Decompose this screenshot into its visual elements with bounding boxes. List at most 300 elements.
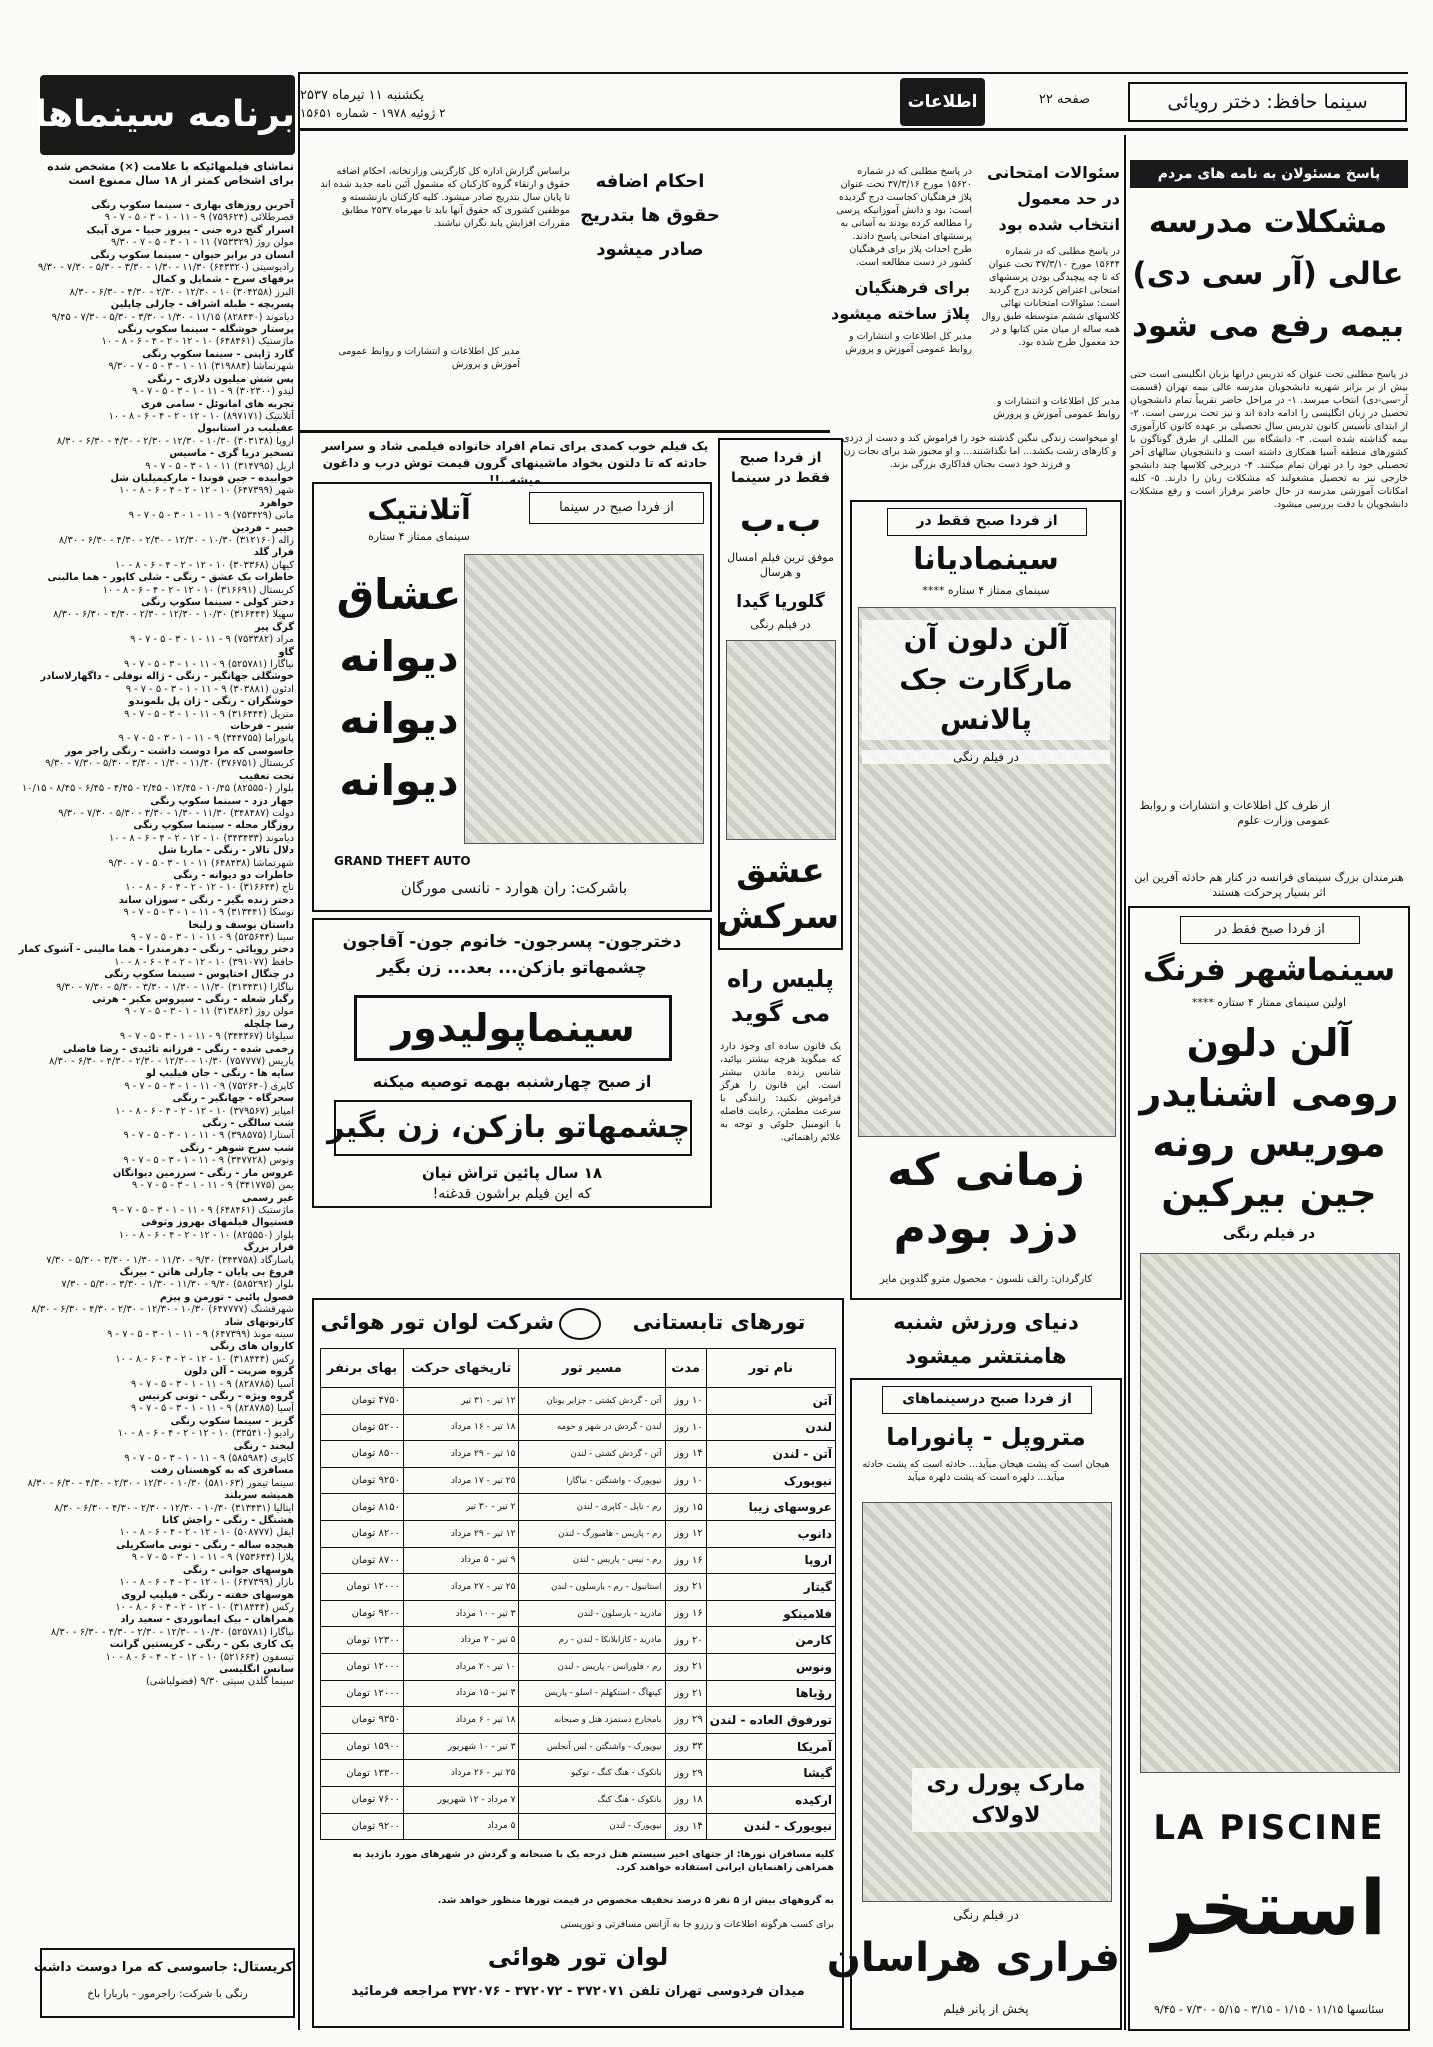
cinema-listing-line: امپایر (۳۷۹۵۶۷) ۱۰ - ۱۲ - ۲ - ۴ - ۶ - ۸ - ۱۰	[115, 1105, 294, 1117]
tour-name-cell: رؤیاها	[706, 1680, 835, 1707]
articles-bottom-rule	[300, 430, 830, 433]
polidor-ad	[312, 918, 712, 1208]
cinema-listing-line: پانوراما (۳۴۴۷۵۵) ۹ - ۱۱ - ۱ - ۳ - ۵ - ۷ - ۹	[118, 733, 294, 745]
diana-ad	[850, 500, 1122, 1300]
atlantic-cinema: آتلانتیک	[367, 493, 471, 526]
tour-dates-cell: ۳ تیر - ۱۰ شهریور	[403, 1733, 518, 1760]
cinema-listing-line: مسافری که به کوهستان رفت	[150, 1465, 294, 1477]
cinema-listing-line: انسان در برابر حیوان - سینما سکوپ رنگی	[90, 249, 294, 261]
cinema-listing-line: سانس انگلیسی	[219, 1663, 294, 1675]
cinema-listing-line: ایتالیا (۳۱۳۴۳۱) ۱۰/۳۰ - ۱۲/۳۰ - ۲/۳۰ - ۴/۳۰ - ۶/۳۰ - ۸/۳۰	[54, 1502, 294, 1514]
metropol-stars: مارک پورل ری لاولاک	[912, 1768, 1100, 1832]
tour-price-cell: ۱۲۰۰۰ تومان	[321, 1574, 404, 1601]
cinema-listing-line: رادیو (۳۳۵۴۱۰) ۱۰ - ۱۲ - ۲ - ۴ - ۶ - ۸ - ۱۰	[117, 1428, 294, 1440]
cinema-listing-line: رضا چلچله	[243, 1018, 294, 1030]
cinema-listing-line: مولن روژ (۳۱۳۸۶۴) ۱۱ - ۱ - ۳ - ۵ - ۷ - ۹	[124, 1006, 294, 1018]
cinema-listing-line: برفهای سرخ - شمایل و کمال	[151, 274, 294, 286]
bb-cinema: ب.ب	[739, 500, 822, 540]
cinema-listing-line: هشتگل - رنگی - راجش کانا	[162, 1515, 294, 1527]
cinema-listing-line: آتلانتیک (۸۹۷۱۷۱) ۱۰ - ۱۲ - ۲ - ۴ - ۶ - ۸ - ۱۰	[108, 410, 294, 422]
tour-name-cell: آتن - لندن	[706, 1441, 835, 1468]
cinema-listing-line: شب سرخ شوهر - رنگی	[179, 1142, 294, 1154]
cinema-listing-line: دیاموند (۳۴۳۴۳۳) ۱۰ - ۱۲ - ۲ - ۴ - ۶ - ۸ - ۱۰	[109, 832, 294, 844]
tour-route-cell: نیویورک - واشنگتن - لس آنجلس	[519, 1733, 665, 1760]
cinema-listing-line: همراهان - بیک ایمانوردی - سعید راد	[120, 1614, 294, 1626]
article-3-signature: مدیر کل اطلاعات و انتشارات و روابط عمومی آموزش و پرورش	[338, 346, 520, 370]
cinema-listing-line: کریستال (۳۷۶۷۵۱) ۱۱/۳۰ - ۱/۳۰ - ۳/۳۰ - ۵/۳۰ - ۷/۳۰ - ۹/۳۰	[45, 758, 294, 770]
farang-cinema: سینماشهر فرنگ	[1142, 952, 1396, 988]
tour-price-cell: ۹۲۵۰ تومان	[321, 1467, 404, 1494]
metropol-opening: از فردا صبح درسینماهای	[902, 1391, 1072, 1407]
farang-rating: اولین سینمای ممتاز ۴ ستاره ****	[1191, 996, 1347, 1009]
polidor-title: چشمهاتو بازکن، زن بگیر	[327, 1110, 690, 1145]
tours-row	[321, 1733, 836, 1760]
diana-stars: آلن دلون آن مارگارت جک پالانس	[862, 620, 1110, 740]
cinema-listing-line: گاو	[278, 646, 294, 658]
cinema-listing-line: کیهان (۳۰۳۳۶۸) ۱۰ - ۱۲ - ۲ - ۴ - ۶ - ۸ - ۱۰	[114, 559, 294, 571]
cinema-listing-line: جهار دزد - سینما سکوپ رنگی	[150, 795, 294, 807]
cinema-listing-line: تجربه های اماتوئل - سامی فری	[140, 398, 294, 410]
bb-photo	[726, 640, 836, 840]
diana-opening: از فردا صبح فقط در	[916, 513, 1058, 529]
tour-route-cell: رم - فلورانس - پاریس - لندن	[519, 1653, 665, 1680]
tour-price-cell: ۴۷۵۰ تومان	[321, 1388, 404, 1415]
tour-dates-cell: ۹ تیر - ۵ مرداد	[403, 1547, 518, 1574]
atlantic-ad	[312, 482, 712, 912]
cinema-listing-line: ماژستیک (۶۴۸۴۶۱) ۱۰ - ۱۲ - ۲ - ۴ - ۶ - ۸ - ۱۰	[101, 336, 294, 348]
tours-row	[321, 1707, 836, 1734]
cinema-listing-line: خوشگران - رنگی - ژان پل بلموندو	[128, 696, 294, 708]
metropol-ad	[826, 1378, 1122, 2030]
cinema-listing-line: جاسوسی که مرا دوست داشت - رنگی راجر مور	[64, 745, 294, 757]
cinema-listing-line: سینما گلدن سیتی ۹/۳۰ (فضولباشی)	[145, 1676, 294, 1688]
tour-dates-cell: ۱۲ تیر - ۳۱ تیر	[403, 1388, 518, 1415]
farang-title-latin: LA PISCINE	[1153, 1808, 1385, 1848]
cinema-listing-line: پاریس (۷۵۷۷۷۷) ۱۰/۳۰ - ۱۲/۳۰ - ۲/۳۰ - ۴/۳۰ - ۶/۳۰ - ۸/۳۰	[48, 1056, 294, 1068]
article-1-title: سئوالات امتحانی در حد معمول انتخاب شده بود	[987, 163, 1120, 234]
tour-name-cell: گیشا	[706, 1760, 835, 1787]
bb-ad	[718, 438, 843, 950]
header-rule-top	[300, 72, 1408, 74]
cinema-listing-line: قصرطلائی (۷۵۹۶۲۴) ۹ - ۱۱ - ۱ - ۳ - ۵ - ۷ - ۹	[104, 212, 294, 224]
tour-route-cell: رم - پاریس - هامبورگ - لندن	[519, 1520, 665, 1547]
tour-name-cell: فلامینکو	[706, 1600, 835, 1627]
tour-dates-cell: ۳ تیر - ۱۵ مرداد	[403, 1680, 518, 1707]
tour-dates-cell: ۷ مرداد - ۱۲ شهریور	[403, 1786, 518, 1813]
cinema-listing-line: هیجده ساله - رنگی - تونی ماسکریلی	[116, 1539, 294, 1551]
cinema-listing-line: بلوار (۸۲۵۵۵۰) ۱۰ - ۱۲ - ۲ - ۴ - ۶ - ۸ - ۱۰	[118, 1229, 294, 1241]
cinema-listing-line: رکس (۳۱۸۴۴۴) ۱۰ - ۱۲ - ۲ - ۴ - ۶ - ۸ - ۱۰	[115, 1353, 294, 1365]
cinema-listing-line: مراد (۷۵۳۳۸۲) ۹ - ۱۱ - ۱ - ۳ - ۵ - ۷ - ۹	[130, 634, 294, 646]
cinema-listing-line: خواهرد	[259, 497, 294, 509]
cinema-listing-line: مولن روژ (۷۵۳۳۲۹) ۱۱ - ۱ - ۳ - ۵ - ۷ - ۹/۳۰	[110, 237, 294, 249]
cinema-listing-line: پسربچه - طبله اشراف - چارلی چاپلین	[110, 299, 294, 311]
tour-route-cell: رم - ناپل - کاپری - لندن	[519, 1494, 665, 1521]
tour-route-cell: رم - نیس - پاریس - لندن	[519, 1547, 665, 1574]
cinema-program-header	[34, 75, 295, 155]
tour-route-cell: نیویورک - واشنگتن - نیاگارا	[519, 1467, 665, 1494]
metropol-title: فراری هراسان	[826, 1935, 1120, 1981]
tours-col-name: نام تور	[706, 1349, 835, 1388]
tours-body	[321, 1388, 836, 1840]
cinema-listing-line: داستان یوسف و زلیخا	[188, 919, 294, 931]
atlantic-photo	[464, 554, 704, 844]
tours-col-duration: مدت	[665, 1349, 706, 1388]
cinema-listing-line: پس شش میلیون دلاری - رنگی	[147, 373, 294, 385]
diana-cinema: سینمادیانا	[913, 542, 1059, 577]
letters-headline: مشکلات مدرسه عالی (آر سی دی) بیمه رفع می شود	[1132, 204, 1404, 344]
tour-price-cell: ۱۳۳۰۰ تومان	[321, 1760, 404, 1787]
cinema-listing-line: لیدو (۳۰۲۳۰۰) ۹ - ۱۱ - ۱ - ۳ - ۵ - ۷ - ۹	[132, 386, 294, 398]
cinema-listing-line: شیر - فرحات	[230, 721, 294, 733]
tours-footnote-1: کلیه مسافران تورها: از جتهای اخیر سیستم هتل درجه یک با صبحانه و گردش در شهرهای مورد بازدید به همراهی راهنمایان ایرانی استفاده خواهند کرد.	[352, 1849, 834, 1873]
polidor-age-2: که این فیلم براشون قدغنه!	[432, 1186, 592, 1202]
atlantic-opening: از فردا صبح در سینما	[559, 500, 674, 515]
tour-price-cell: ۹۳۵۰ تومان	[321, 1707, 404, 1734]
cinema-listing-line: رکس (۳۱۸۴۴۴) ۱۰ - ۱۲ - ۲ - ۴ - ۶ - ۸ - ۱۰	[115, 1601, 294, 1613]
page-number: صفحه ۲۲	[1038, 92, 1090, 107]
tours-company-footer: لوان تور هوائی	[487, 1943, 669, 1971]
masthead-text: اطلاعات	[907, 92, 978, 112]
cinema-listing-line: اروپا (۳۰۳۱۳۸) ۱۰/۳۰ - ۱۲/۳۰ - ۲/۳۰ - ۴/۳۰ - ۶/۳۰ - ۸/۳۰	[56, 435, 294, 447]
bb-star: گلوریا گیدا	[736, 592, 825, 612]
farang-opening: از فردا صبح فقط در	[1215, 922, 1325, 937]
diana-credits: کارگردان: رالف نلسون - محصول مترو گلدوین مایر	[879, 1274, 1093, 1285]
tours-footnote-2: به گروههای بیش از ۵ نفر ۵ درصد تخفیف مخصوص در قیمت تورها منظور خواهد شد.	[437, 1895, 834, 1906]
cinema-listing-line: مترپل (۳۱۶۴۴۴) ۹ - ۱۱ - ۱ - ۳ - ۵ - ۷ - ۹	[124, 708, 294, 720]
atlantic-title: عشاق دیوانه دیوانه دیوانه	[336, 570, 462, 805]
tour-duration-cell: ۲۱ روز	[665, 1574, 706, 1601]
cinema-listing-line: گروه ضربت - آلن دلون	[183, 1366, 294, 1378]
cinema-listing-line: هوسهای خفته - رنگی - فیلیپ لروی	[121, 1589, 294, 1601]
tour-dates-cell: ۱۰ تیر - ۲ مرداد	[403, 1653, 518, 1680]
cinema-listing-line: خاطرات دو دیوانه - رنگی	[173, 869, 294, 881]
tour-duration-cell: ۲۰ روز	[665, 1627, 706, 1654]
tour-dates-cell: ۱۸ تیر - ۱۶ مرداد	[403, 1414, 518, 1441]
tour-dates-cell: ۲ تیر - ۳۰ تیر	[403, 1494, 518, 1521]
metropol-photo	[862, 1502, 1112, 1902]
tour-name-cell: دانوب	[706, 1520, 835, 1547]
tours-row	[321, 1520, 836, 1547]
tour-name-cell: گیتار	[706, 1574, 835, 1601]
cinema-listing-line: گرگ پیر	[254, 621, 294, 633]
tours-row	[321, 1547, 836, 1574]
tour-route-cell: استانبول - رم - بارسلون - لندن	[519, 1574, 665, 1601]
cinema-listing-line: فصول پائیی - تورمن و پیزم	[159, 1291, 294, 1303]
tour-dates-cell: ۳ تیر - ۱۰ مرداد	[403, 1600, 518, 1627]
notice-text: او میخواست زندگی ننگین گذشته خود را فراموش کند و دست از دزدی و کارهای زشت بکشد... اما نگذاشتند... و او مجبور شد برای نجات زن و فرزند خود دست بجنان فداکاری بزرگی بزند.	[842, 433, 1118, 470]
tours-row	[321, 1388, 836, 1415]
cinema-listing-line: کاروان های رنگی	[209, 1341, 294, 1353]
tour-price-cell: ۵۲۰۰ تومان	[321, 1414, 404, 1441]
tour-name-cell: آمریکا	[706, 1733, 835, 1760]
cinema-listing-line: یک کاری بکن - رنگی - کریستین گرانت	[109, 1639, 294, 1651]
tour-route-cell: نیویورک - لندن	[519, 1813, 665, 1840]
cinema-listing-line: پلازا (۷۵۳۶۴۴) ۹ - ۱۱ - ۱ - ۳ - ۵ - ۷ - ۹	[131, 1552, 294, 1564]
tours-row	[321, 1760, 836, 1787]
metropol-cinema: متروپل - پانوراما	[886, 1423, 1086, 1451]
cinema-listing-line: پاسارگاد (۳۴۴۷۵۸) ۹/۳۰ - ۱۱/۳۰ - ۱/۳۰ - ۳/۳۰ - ۵/۳۰ - ۷/۳۰	[46, 1254, 294, 1266]
farang-times: سئانسها ۱۱/۱۵ - ۱/۱۵ - ۳/۱۵ - ۵/۱۵ - ۷/۳۰ - ۹/۴۵	[1153, 2003, 1385, 2016]
cinema-program-title: برنامه سینماها	[34, 94, 295, 135]
cinema-listing-line: مانی (۷۵۳۴۲۹) ۹ - ۱۱ - ۱ - ۳ - ۵ - ۷ - ۹	[128, 510, 294, 522]
cinema-listing-line: اسرار گنج دره جنی - پیروز حبیا - مری آپیک	[86, 224, 294, 236]
cinema-listing-line: کارتونهای شاد	[224, 1316, 294, 1328]
tour-dates-cell: ۱۵ تیر - ۲۹ مرداد	[403, 1441, 518, 1468]
cinema-listing-line: تحت تعقیب	[238, 770, 294, 782]
letters-signature: از طرف کل اطلاعات و انتشارات و روابط عمومی وزارت علوم	[1139, 799, 1330, 827]
tours-row	[321, 1627, 836, 1654]
bb-title: عشق سرکش	[716, 851, 839, 937]
article-1-signature: مدیر کل اطلاعات و انتشارات و روابط عمومی آموزش و پرورش	[993, 396, 1120, 420]
metropol-distributor: پخش از پانر فیلم	[943, 2002, 1029, 2016]
polidor-age: ۱۸ سال پائین تراش نیان	[421, 1164, 603, 1182]
tours-row	[321, 1494, 836, 1521]
tour-name-cell: نیویورک - لندن	[706, 1813, 835, 1840]
cinema-listing-line: رگبار شعله - رنگی - سیروس مکبر - هرتی	[92, 994, 294, 1005]
cinema-listing-line: دختر کولی - سینما سکوپ رنگی	[141, 597, 294, 608]
cinema-listing-line: روزگار محله - سینما سکوپ رنگی	[133, 820, 294, 832]
tour-name-cell: کارمن	[706, 1627, 835, 1654]
polidor-cinema: سینماپولیدور	[391, 1006, 635, 1050]
tour-duration-cell: ۱۴ روز	[665, 1813, 706, 1840]
tour-price-cell: ۱۵۹۰۰ تومان	[321, 1733, 404, 1760]
sports-notice: دنیای ورزش شنبه هامنتشر میشود	[893, 1310, 1079, 1368]
cinema-listing-line: دولت (۳۴۸۴۸۷) ۱۱/۳۰ - ۱/۳۰ - ۳/۳۰ - ۵/۳۰ - ۷/۳۰ - ۹/۳۰	[58, 807, 294, 819]
cinema-listing-line: شب سالگی - رنگی	[202, 1118, 294, 1130]
polidor-recommend: از صبح چهارشنبه بهمه توصیه میکنه	[372, 1072, 652, 1091]
cinema-listing-line: ونوس (۳۴۷۷۲۸) ۹ - ۱۱ - ۱ - ۳ - ۵ - ۷ - ۹	[123, 1155, 294, 1167]
tour-route-cell: کپنهاگ - استکهلم - اسلو - پاریس	[519, 1680, 665, 1707]
cinema-listing-line: گروه ویژه - رنگی - تونی کرتیس	[138, 1391, 294, 1402]
cinema-listing-line: شهرقشنگ (۶۴۷۷۷۷) ۱۰/۳۰ - ۱۲/۳۰ - ۲/۳۰ - ۴/۳۰ - ۶/۳۰ - ۸/۳۰	[31, 1304, 294, 1316]
farang-stars: آلن دلون رومی اشنایدر موریس رونه جین بیرکین	[1139, 1021, 1399, 1215]
cinema-bottom-box	[33, 1948, 295, 2018]
cinema-listing-line: سینا (۵۲۵۶۴۴) ۹ - ۱۱ - ۱ - ۳ - ۵ - ۷ - ۹	[130, 931, 294, 943]
tour-duration-cell: ۱۸ روز	[665, 1786, 706, 1813]
tour-duration-cell: ۳۳ روز	[665, 1733, 706, 1760]
letters-banner	[1130, 160, 1408, 188]
letters-quote: هنرمندان بزرگ سینمای فرانسه در کنار هم حادثه آفرین این اثر بسیار پرحرکت هستند	[1134, 871, 1404, 899]
tour-duration-cell: ۱۰ روز	[665, 1414, 706, 1441]
cinema-listing-line: آسیا (۸۲۸۷۸۵) ۹ - ۱۱ - ۱ - ۳ - ۵ - ۷ - ۹	[130, 1403, 294, 1415]
cinema-listing-line: نیاگارا (۳۱۳۴۳۱) ۱۱/۳۰ - ۱/۳۰ - ۳/۳۰ - ۵/۳۰ - ۷/۳۰ - ۹/۳۰	[56, 981, 294, 993]
tour-price-cell: ۷۶۰۰ تومان	[321, 1786, 404, 1813]
column-title: سینما حافظ: دختر رویائی	[1167, 91, 1368, 113]
farang-photo	[1140, 1253, 1400, 1773]
tour-dates-cell: ۵ مرداد	[403, 1813, 518, 1840]
column-rule-2	[298, 72, 300, 2030]
police-title: پلیس راه می گوید	[726, 965, 835, 1027]
bb-tagline: موفق ترین فیلم امسال و هرسال	[727, 551, 834, 579]
cinema-listing-line: لبخند - رنگی	[233, 1440, 294, 1452]
tours-row	[321, 1441, 836, 1468]
metropol-note: در فیلم رنگی	[953, 1908, 1019, 1922]
tour-dates-cell: ۱۸ تیر - ۶ مرداد	[403, 1707, 518, 1734]
cinema-listing-line: یمن (۳۴۱۷۷۵) ۹ - ۱۱ - ۱ - ۳ - ۵ - ۷ - ۹	[131, 1180, 294, 1192]
tour-name-cell: آتن	[706, 1388, 835, 1415]
cinema-listing-line: سهیلا (۳۱۶۴۴۴) ۱۰/۳۰ - ۱۲/۳۰ - ۲/۳۰ - ۴/۳۰ - ۶/۳۰ - ۸/۳۰	[53, 609, 294, 621]
article-3-body: براساس گزارش اداره کل کارگزینی وزارتخانه، احکام اضافه حقوق و ارتقاء گروه کارکنان که مشمول آئین نامه جدید شده اند تا پایان سال بتدریج صادر میشود. کلیه کارکنان بازنشسته و موظفین کشوری که حقوق آنها باید تا مهرماه ۲۵۳۷ مطابق مقررات افزایش یابد نگران نباشند.	[320, 166, 570, 229]
tour-price-cell: ۱۲۰۰۰ تومان	[321, 1653, 404, 1680]
cinema-listing-line: زخمی شده - رنگی - فرزانه تائیدی - رضا فاضلی	[62, 1043, 294, 1055]
cinema-listing-line: سحرگاه - جهانگیر - رنگی	[172, 1093, 294, 1105]
cinema-listing-line: حافظ (۳۹۱۰۷۷) ۱۰ - ۱۲ - ۲ - ۴ - ۶ - ۸ - ۱۰	[114, 956, 294, 968]
tours-col-dates: تاریخهای حرکت	[403, 1349, 518, 1388]
cinema-listing-line: دلال تالار - رنگی - ماریا شل	[158, 845, 294, 857]
cinema-listing-line: فرار گلد	[253, 547, 294, 559]
diana-title: زمانی که دزد بودم	[887, 1145, 1085, 1254]
column-title-box	[1128, 82, 1407, 122]
metropol-tagline: هیجان است که پشت هیجان میآید... حادثه است که پشت حادثه میآید... دلهره است که پشت دلهره میآید	[862, 1459, 1110, 1483]
tours-col-price: بهای برنفر	[321, 1349, 404, 1388]
diana-note: در فیلم رنگی	[862, 750, 1110, 764]
tours-row	[321, 1786, 836, 1813]
letters-body: در پاسخ مطلبی تحت عنوان که تدریس درانها بزبان انگلیسی است حتی بیش از بر برابر شهریه دانشجویان مدرسه عالی بیمه تهران (قسمت آر-سی-دی) انتخاب میرسد. ۱- در مراحل حاضر تقریباً تمام دانشجویان تحصیل در زبان انگلیسی را ادامه داده اند و نیز تحت بررسی است. ۲- از ابتدای تأسیس کانون تدریس سال تحصیلی بر عهده کانون کارآموزی بیمه گذاشته شده است. ۳- دانشگاه بین المللی از طرق گوناگون با کشورهای منطقه آسیا همکاری داشته است و دانشجویان سالهای آخر تحصیلی خود را در تهران تمام میکنند. ۴- دربرخی کلاسها چند دانشجو خارجی نیز به تحصیل مشغولند که مشکلات زبان را دارند. ۵- کلیه امکانات آموزشی مدرسه در حال حاضر برقرار است و رفع مشکلات دانشجویان با دقت بررسی میشود.	[1130, 369, 1409, 510]
tour-name-cell: نیویورک	[706, 1467, 835, 1494]
farang-opening-box	[1180, 916, 1360, 944]
polidor-title-box	[327, 1100, 692, 1156]
cinema-listing-line: فرار بزرگ	[243, 1242, 294, 1254]
tour-route-cell: آتن - گردش کشتی - جزایر یونان	[519, 1388, 665, 1415]
cinema-listing-line: کریستال (۳۱۶۶۹۱) ۱۰ - ۱۲ - ۲ - ۴ - ۶ - ۸ - ۱۰	[102, 584, 294, 596]
cinema-listing-line: شهرتماشا (۶۴۸۴۳۸) ۱۱ - ۱ - ۳ - ۵ - ۷ - ۹/۳۰	[108, 857, 294, 869]
cinema-listing-line: نیاگارا (۵۲۵۷۸۱) ۹ - ۱۱ - ۱ - ۳ - ۵ - ۷ - ۹	[124, 659, 294, 671]
cinema-listing-line: دیاموند (۸۲۸۴۴۰) ۱۱/۱۵ - ۱/۳۰ - ۳/۳۰ - ۵/۳۰ - ۷/۳۰ - ۹/۴۵	[51, 311, 294, 323]
tour-duration-cell: ۱۶ روز	[665, 1547, 706, 1574]
tour-name-cell: ونوس	[706, 1653, 835, 1680]
tours-ad	[312, 1298, 844, 2028]
atlantic-english: GRAND THEFT AUTO	[334, 854, 471, 868]
tours-company: شرکت لوان تور هوائی	[320, 1310, 554, 1334]
cinema-listing-line: کاپری (۷۵۲۶۴۰) ۹ - ۱۱ - ۱ - ۳ - ۵ - ۷ - ۹	[124, 1080, 294, 1092]
cinema-listing-line: البرز (۳۰۴۲۵۸) ۱۰ - ۱۲/۳۰ - ۲/۳۰ - ۴/۳۰ - ۶/۳۰ - ۸/۳۰	[69, 286, 294, 298]
tours-row	[321, 1653, 836, 1680]
cinema-listing-line: آسیا (۸۲۸۷۸۵) ۹ - ۱۱ - ۱ - ۳ - ۵ - ۷ - ۹	[130, 1378, 294, 1390]
cinema-listing-line: عقیلیب در استانبول	[197, 423, 294, 435]
article-1-body: در پاسخ مطلبی که در شماره ۱۵۶۴۴ مورخ ۳۷/۳/۱۰ تحت عنوان که تا چه پیچیدگی بودن پرسشهای امتحانی اعتراض کردند درج گردید است: سئوالات امتحانات نهائی کلاسهای ششم متوسطه طبق روال همه ساله از میان متن کتابها و در حد معمول طرح شده بود.	[981, 246, 1120, 348]
cinema-listing-line: سینه مونذ (۶۴۷۳۹۹) ۹ - ۱۱ - ۱ - ۳ - ۵ - ۷ - ۹	[107, 1328, 294, 1340]
tour-name-cell: لندن	[706, 1414, 835, 1441]
cinema-listing-line: اریل (۳۱۴۷۹۵) ۱۱ - ۱ - ۳ - ۵ - ۷ - ۹	[145, 460, 294, 472]
bb-opening: از فردا صبح فقط در سینما	[730, 450, 831, 486]
tour-route-cell: مادرید - بارسلون - لندن	[519, 1600, 665, 1627]
tour-dates-cell: ۲۵ تیر - ۲۷ مرداد	[403, 1574, 518, 1601]
tours-row	[321, 1600, 836, 1627]
farang-title: استخر	[1152, 1863, 1386, 1952]
tour-dates-cell: ۲۵ تیر - ۱۷ مرداد	[403, 1467, 518, 1494]
tour-price-cell: ۱۲۰۰۰ تومان	[321, 1680, 404, 1707]
cinema-listing-line: تاج (۳۱۶۶۴۴) ۱۰ - ۱۲ - ۲ - ۴ - ۶ - ۸ - ۱۰	[125, 882, 294, 894]
cinema-listing-line: رادیوسیتی (۶۴۳۳۲۰) ۱۱/۳۰ - ۱/۳۰ - ۳/۳۰ - ۵/۳۰ - ۷/۳۰ - ۹/۳۰	[38, 262, 294, 274]
polidor-cinema-box	[354, 995, 672, 1061]
tour-name-cell: اروپا	[706, 1547, 835, 1574]
tour-route-cell: بانکوک - هنگ کنگ - توکیو	[519, 1760, 665, 1787]
tour-price-cell: ۸۵۰۰ تومان	[321, 1441, 404, 1468]
cinema-listing-line: سینما تیمور (۵۸۱۰۶۳) ۱۰/۳۰ - ۱۲/۳۰ - ۲/۳۰ - ۴/۳۰ - ۶/۳۰ - ۸/۳۰	[27, 1477, 294, 1489]
cinema-listing-line: زاله (۳۱۲۱۶۰) ۱۰/۳۰ - ۱۲/۳۰ - ۲/۳۰ - ۴/۳۰ - ۶/۳۰ - ۸/۳۰	[58, 534, 294, 546]
tours-row	[321, 1680, 836, 1707]
tours-col-route: مسیر تور	[519, 1349, 665, 1388]
bb-note: در فیلم رنگی	[750, 618, 811, 631]
tours-header-row	[321, 1349, 836, 1388]
cinema-listing-line: خاطرات یک عشق - رنگی - شلی کاپور - هما مالینی	[47, 572, 294, 584]
date-line-2: ۲ ژوئیه ۱۹۷۸ - شماره ۱۵۶۵۱	[300, 106, 446, 120]
tour-name-cell: ارکیده	[706, 1786, 835, 1813]
cinema-listing-line: ماژستیک (۶۴۸۴۶۱) ۹ - ۱۱ - ۱ - ۳ - ۵ - ۷ - ۹	[111, 1204, 294, 1216]
cinema-listing-line: فستیوال فیلمهای بهروز وثوقی	[141, 1217, 294, 1229]
tour-duration-cell: ۱۶ روز	[665, 1600, 706, 1627]
cinema-listing-line: کاپری (۵۸۵۹۸۴) ۹ - ۱۱ - ۱ - ۳ - ۵ - ۷ - ۹	[124, 1453, 294, 1465]
tour-duration-cell: ۱۵ روز	[665, 1494, 706, 1521]
tours-row	[321, 1813, 836, 1840]
tour-duration-cell: ۲۹ روز	[665, 1760, 706, 1787]
tour-price-cell: ۸۷۰۰ تومان	[321, 1547, 404, 1574]
tours-logo	[559, 1308, 601, 1340]
cinema-listing-line: خوابیده - جین فوندا - مارکیمیلیان شل	[110, 472, 294, 484]
cinema-listing-line: عروس مار - رنگی - سرزمین دیوانگان	[112, 1167, 294, 1179]
atlantic-cast: باشرکت: ران هوارد - نانسی مورگان	[400, 879, 628, 897]
article-2-body: در پاسخ مطلبی که در شماره ۱۵۶۲۰ مورخ ۳۷/۳/۱۶ تحت عنوان پلاژ فرهنگیان کجاست درج گردیده است: بود و دانش آموزانیکه پرسی را مطالعه کرده بودند به آسانی به پرسشهای امتحانی پاسخ دادند. طرح احداث پلاژ برای فرهنگیان کشور در دست مطالعه است.	[836, 166, 972, 268]
cinema-listing-line: نیاگارا (۵۲۵۷۸۱) ۱۰/۳۰ - ۱۲/۳۰ - ۲/۳۰ - ۴/۳۰ - ۶/۳۰ - ۸/۳۰	[50, 1626, 294, 1638]
tour-price-cell: ۸۲۰۰ تومان	[321, 1520, 404, 1547]
tours-row	[321, 1467, 836, 1494]
cinema-listing-line: بلوار (۵۸۵۲۹۲) ۹/۳۰ - ۱۱/۳۰ - ۱/۳۰ - ۳/۳۰ - ۵/۳۰ - ۷/۳۰	[61, 1279, 294, 1291]
tour-price-cell: ۸۱۵۰ تومان	[321, 1494, 404, 1521]
tour-route-cell: بامخارج دستمزد هتل و صبحانه	[519, 1707, 665, 1734]
tour-dates-cell: ۲۵ تیر - ۲۶ مرداد	[403, 1760, 518, 1787]
cinema-listing-line: سایه ها - رنگی - جان فیلیپ لو	[145, 1068, 294, 1080]
cinema-listing-line: هوسهای جوانی - رنگی	[182, 1564, 294, 1576]
tour-duration-cell: ۲۱ روز	[665, 1653, 706, 1680]
diana-opening-box	[887, 508, 1087, 536]
cinema-listing-line: تیسفون (۵۲۱۶۶۴) ۱۰ - ۱۲ - ۲ - ۴ - ۶ - ۸ - ۱۰	[105, 1651, 294, 1663]
cinema-listing-line: همیشه سربلند	[224, 1490, 294, 1502]
cinema-listing-line: گارد ژاپنی - سینما سکوپ رنگی	[142, 348, 294, 360]
article-2-title: برای فرهنگیان پلاژ ساخته میشود	[831, 278, 970, 323]
tour-price-cell: ۹۲۰۰ تومان	[321, 1813, 404, 1840]
tour-duration-cell: ۱۰ روز	[665, 1467, 706, 1494]
cinema-bottom-title: کریستال: جاسوسی که مرا دوست داشت	[33, 1960, 293, 1975]
polidor-audience: دخترجون- پسرجون- خانوم جون- آقاجون	[342, 932, 682, 952]
thriller-banner: یک فیلم خوب کمدی برای تمام افراد خانواده فیلمی شاد و سراسر حادثه که تا دلتون بخواد ماشینهای گرون قیمت توش درب و داغون میشه..!!	[321, 439, 709, 487]
diana-rating: سینمای ممتاز ۴ ستاره ****	[922, 584, 1050, 597]
cinema-listing-line: تسخیر دریا گری - ماسیس	[169, 448, 294, 460]
cinema-listing-line: ادئون (۳۰۳۸۸۱) ۹ - ۱۱ - ۱ - ۳ - ۵ - ۷ - ۹	[125, 683, 294, 695]
cinema-bottom-sub: رنگی با شرکت: راجرمور - باربارا باخ	[87, 1988, 248, 2000]
tour-name-cell: عروسهای زیبا	[706, 1494, 835, 1521]
cinema-listing-line: ایفل (۵۰۸۷۷۷) ۱۰ - ۱۲ - ۲ - ۴ - ۶ - ۸ - ۱۰	[119, 1527, 294, 1539]
polidor-line: چشمهاتو بازکن... بعد... زن بگیر	[377, 958, 647, 978]
tours-row	[321, 1414, 836, 1441]
farang-ad	[1128, 906, 1410, 2031]
cinema-listing-line: غیر رسمی	[242, 1192, 294, 1204]
cinema-listing-line: بلوار (۸۲۵۵۵۰) ۱۰/۴۵ - ۱۲/۴۵ - ۲/۴۵ - ۴/۴۵ - ۶/۴۵ - ۸/۴۵ - ۱۰/۱۵	[22, 783, 294, 795]
tour-duration-cell: ۲۱ روز	[665, 1680, 706, 1707]
cinema-listing-line: پرستار خوشگله - سینما سکوپ رنگی	[117, 324, 294, 336]
cinema-listing-line: شهر (۶۴۷۳۹۹) ۱۰ - ۱۲ - ۲ - ۴ - ۶ - ۸ - ۱۰	[119, 485, 294, 497]
header-rule	[300, 128, 1408, 131]
cinema-listing-line: سیلوانا (۳۴۴۳۶۷) ۹ - ۱۱ - ۱ - ۳ - ۵ - ۷ - ۹	[119, 1031, 294, 1043]
tour-name-cell: تورفوق العاده - لندن	[706, 1707, 835, 1734]
cinema-listing-line: خوشگلی جهانگیر - رنگی - ژاله نوفلی - داگهارلاسادر	[40, 671, 294, 683]
tours-address: میدان فردوسی تهران تلفن ۳۷۲۰۷۱ - ۳۷۲۰۷۲ - ۳۷۲۰۷۶ مراجعه فرمائید	[351, 1984, 805, 1999]
cinema-listing-line: در چنگال اختاپوس - سینما سکوپ رنگی	[104, 969, 294, 981]
cinema-listing-line: آخرین روزهای بهاری - سینما سکوپ رنگی	[91, 200, 294, 211]
tour-route-cell: لندن - گردش در شهر و حومه	[519, 1414, 665, 1441]
date-line-1: یکشنبه ۱۱ تیرماه ۲۵۳۷	[300, 88, 424, 103]
cinema-program-list	[18, 200, 294, 1935]
